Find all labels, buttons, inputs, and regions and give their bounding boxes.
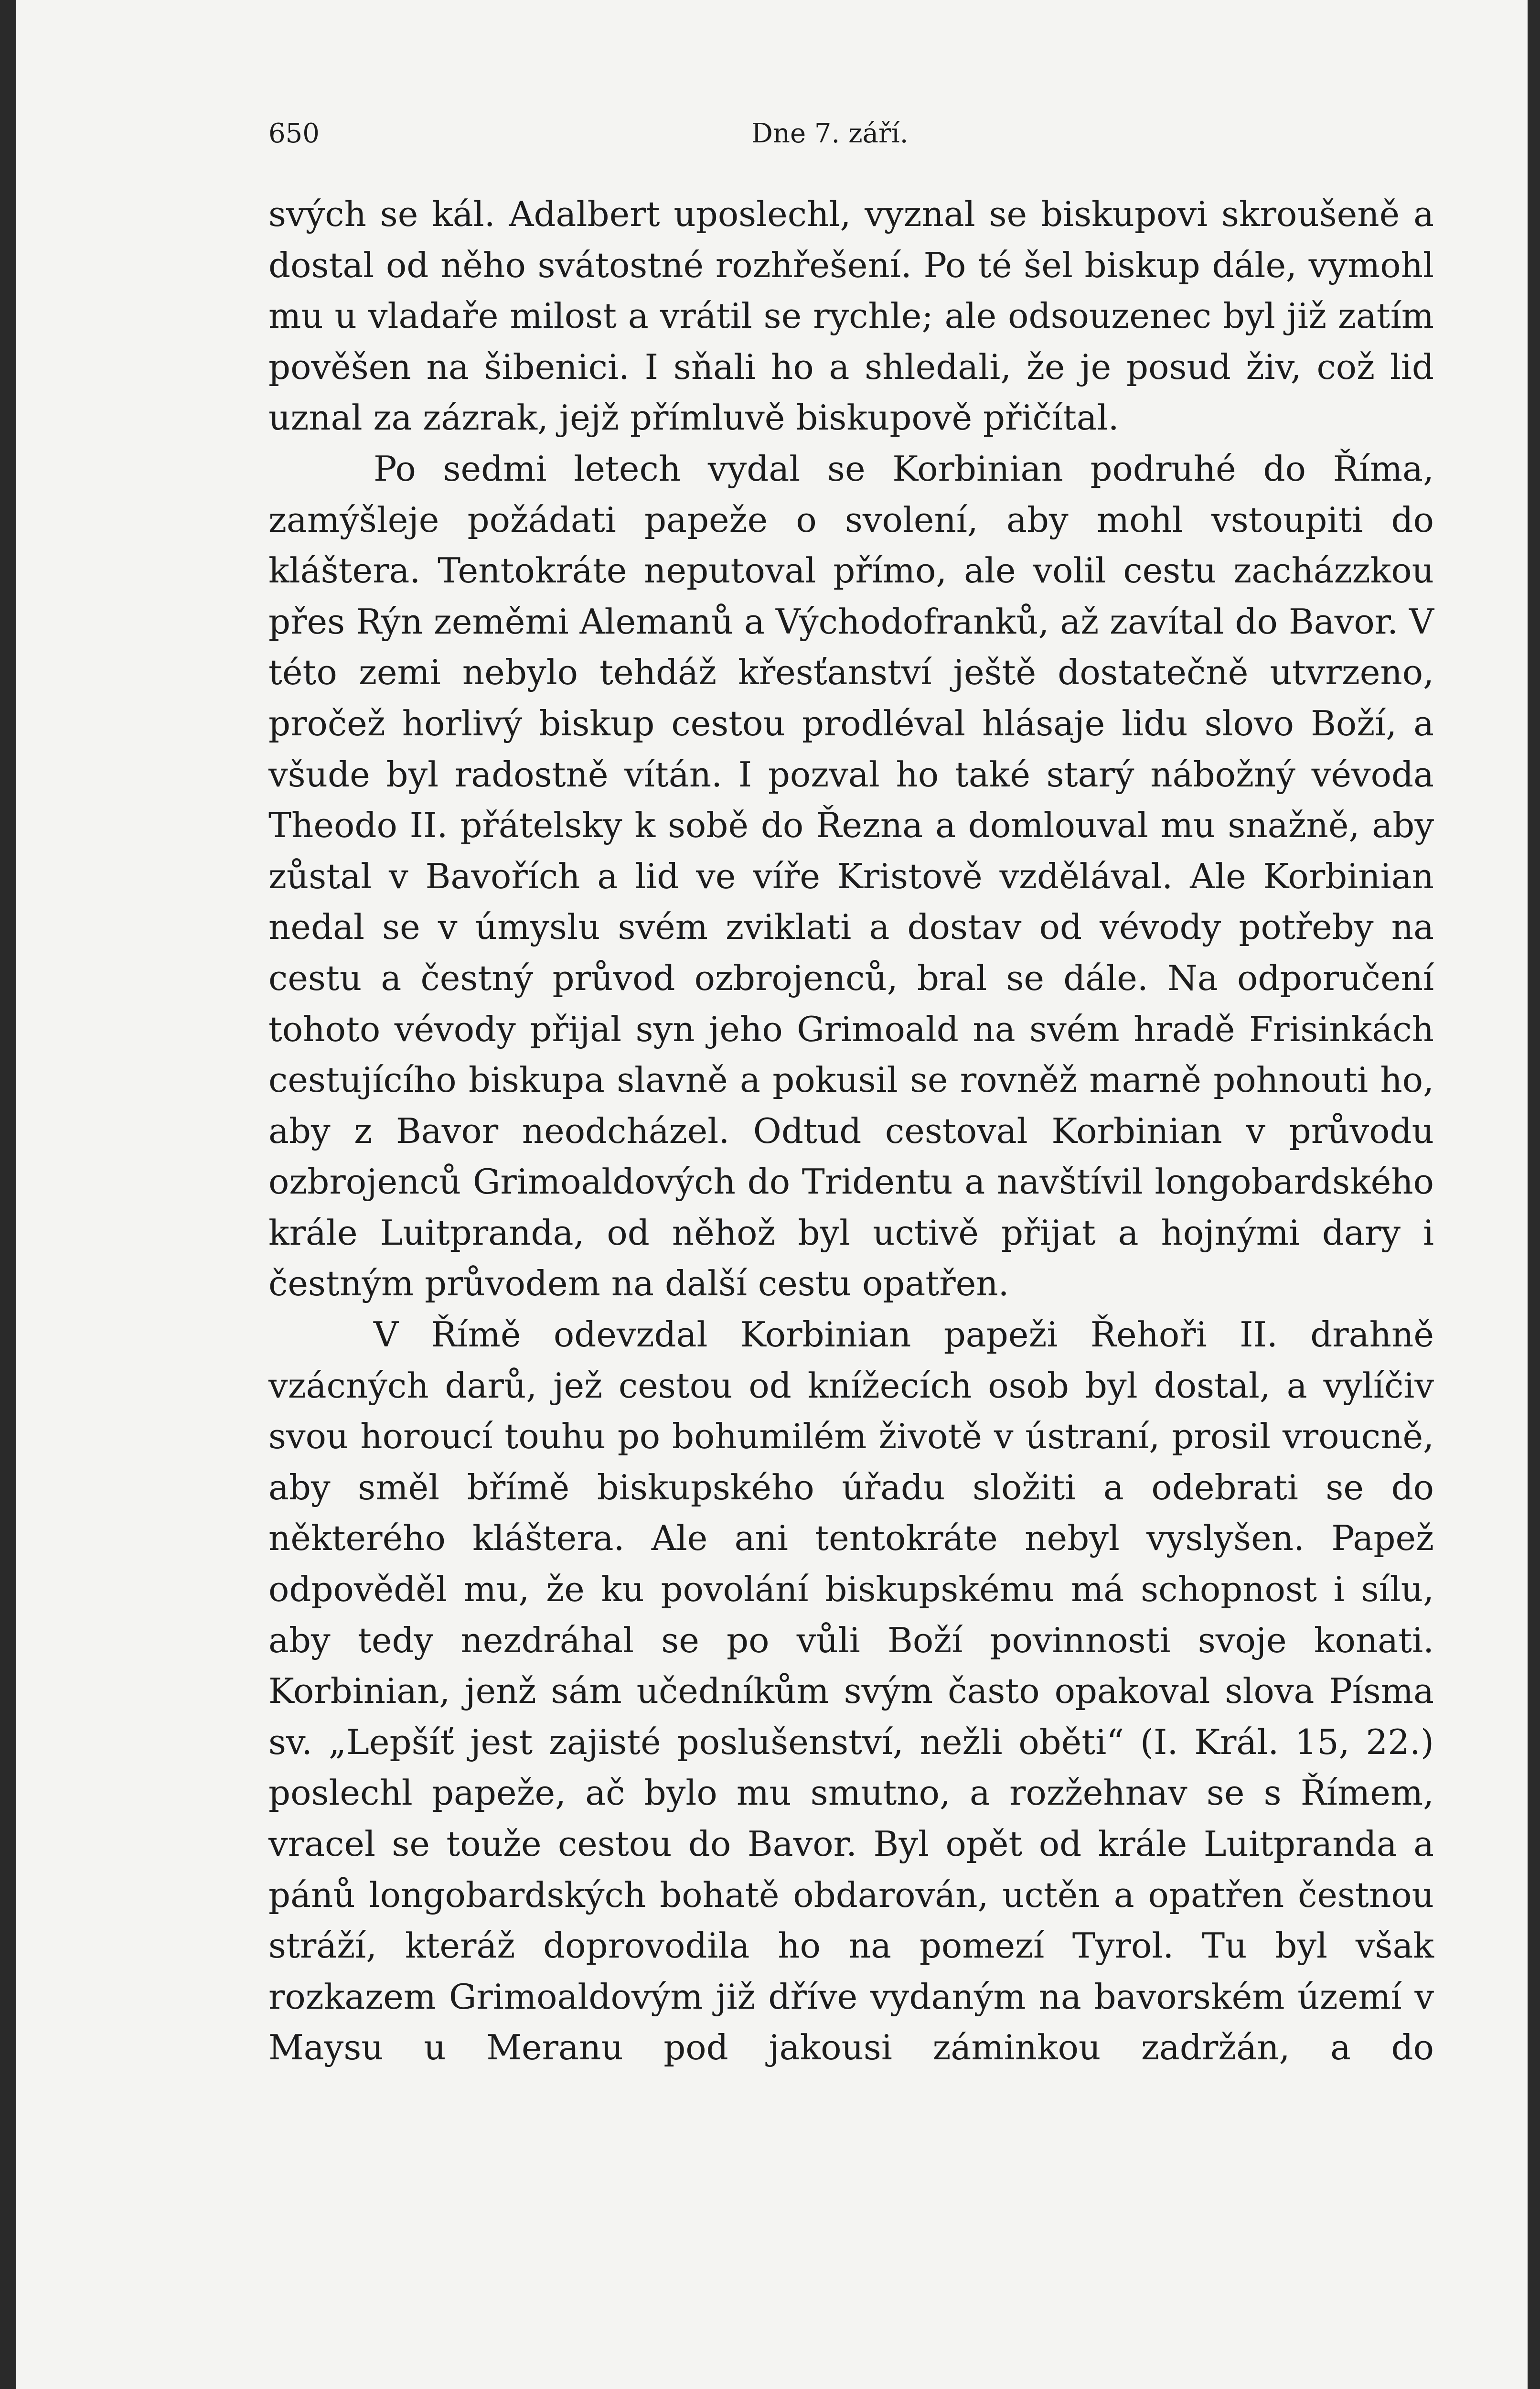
paragraph-2: Po sedmi letech vydal se Korbinian podruhé do Říma, zamýšleje požádati papeže o svolení, aby mohl vstoupiti do kláštera. Tentokráte neputoval přímo, ale volil cestu zacházzkou přes Rýn zeměmi Alemanů a Východofranků, až zavítal do Bavor. V této zemi nebylo tehdáž křesťanství ještě dostatečně utvrzeno, pročež horlivý biskup cestou prodléval hlásaje lidu slovo Boží, a všude byl radostně vítán. I pozval ho také starý nábožný vévoda Theodo II. přátelsky k sobě do Řezna a domlouval mu snažně, aby zůstal v Bavořích a lid ve víře Kristově vzdělával. Ale Korbinian nedal se v úmyslu svém zviklati a dostav od vévody potřeby na cestu a čestný průvod ozbrojenců, bral se dále. Na odporučení tohoto vévody přijal syn jeho Grimoald na svém hradě Frisinkách cestujícího biskupa slavně a pokusil se rovněž marně pohnouti ho, aby z Bavor neodcházel. Odtud cestoval Korbinian v průvodu ozbrojenců Grimoaldových do Tridentu a navštívil longobardského krále Luitpranda, od něhož byl uctivě přijat a hojnými dary i čestným průvodem na další cestu opatřen. [268, 448, 1434, 1304]
paragraph-3: V Římě odevzdal Korbinian papeži Řehoři II. drahně vzácných darů, jež cestou od knížecích osob byl dostal, a vylíčiv svou horoucí touhu po bohumilém životě v ústraní, prosil vroucně, aby směl břímě biskupského úřadu složiti a odebrati se do některého kláštera. Ale ani tentokráte nebyl vyslyšen. Papež odpověděl mu, že ku povolání biskupskému má schopnost i sílu, aby tedy nezdráhal se po vůli Boží povinnosti svoje konati. Korbinian, jenž sám učedníkům svým často opakoval slova Písma sv. „Lepšíť jest zajisté poslušenství, nežli oběti“ (I. Král. 15, 22.) poslechl papeže, ač bylo mu smutno, a rozžehnav se s Římem, vracel se touže cestou do Bavor. Byl opět od krále Luitpranda a pánů longobardských bohatě obdarován, uctěn a opatřen čestnou stráží, kteráž doprovodila ho na pomezí Tyrol. Tu byl však rozkazem Grimoaldovým již dříve vydaným na bavorském území v Maysu u Meranu pod jakousi záminkou zadržán, a do [268, 1314, 1434, 2068]
page-header [268, 112, 1434, 155]
paragraph-1: svých se kál. Adalbert uposlechl, vyznal se biskupovi skroušeně a dostal od něho svátostné rozhřešení. Po té šel biskup dále, vymohl mu u vladaře milost a vrátil se rychle; ale odsouzenec byl již zatím pověšen na šibenici. I sňali ho a shledali, že je posud živ, což lid uznal za zázrak, jejž přímluvě biskupově přičítal. [268, 194, 1434, 438]
running-title: Dne 7. září. [751, 118, 909, 149]
body-text [268, 189, 1434, 2073]
page-number: 650 [268, 118, 320, 149]
